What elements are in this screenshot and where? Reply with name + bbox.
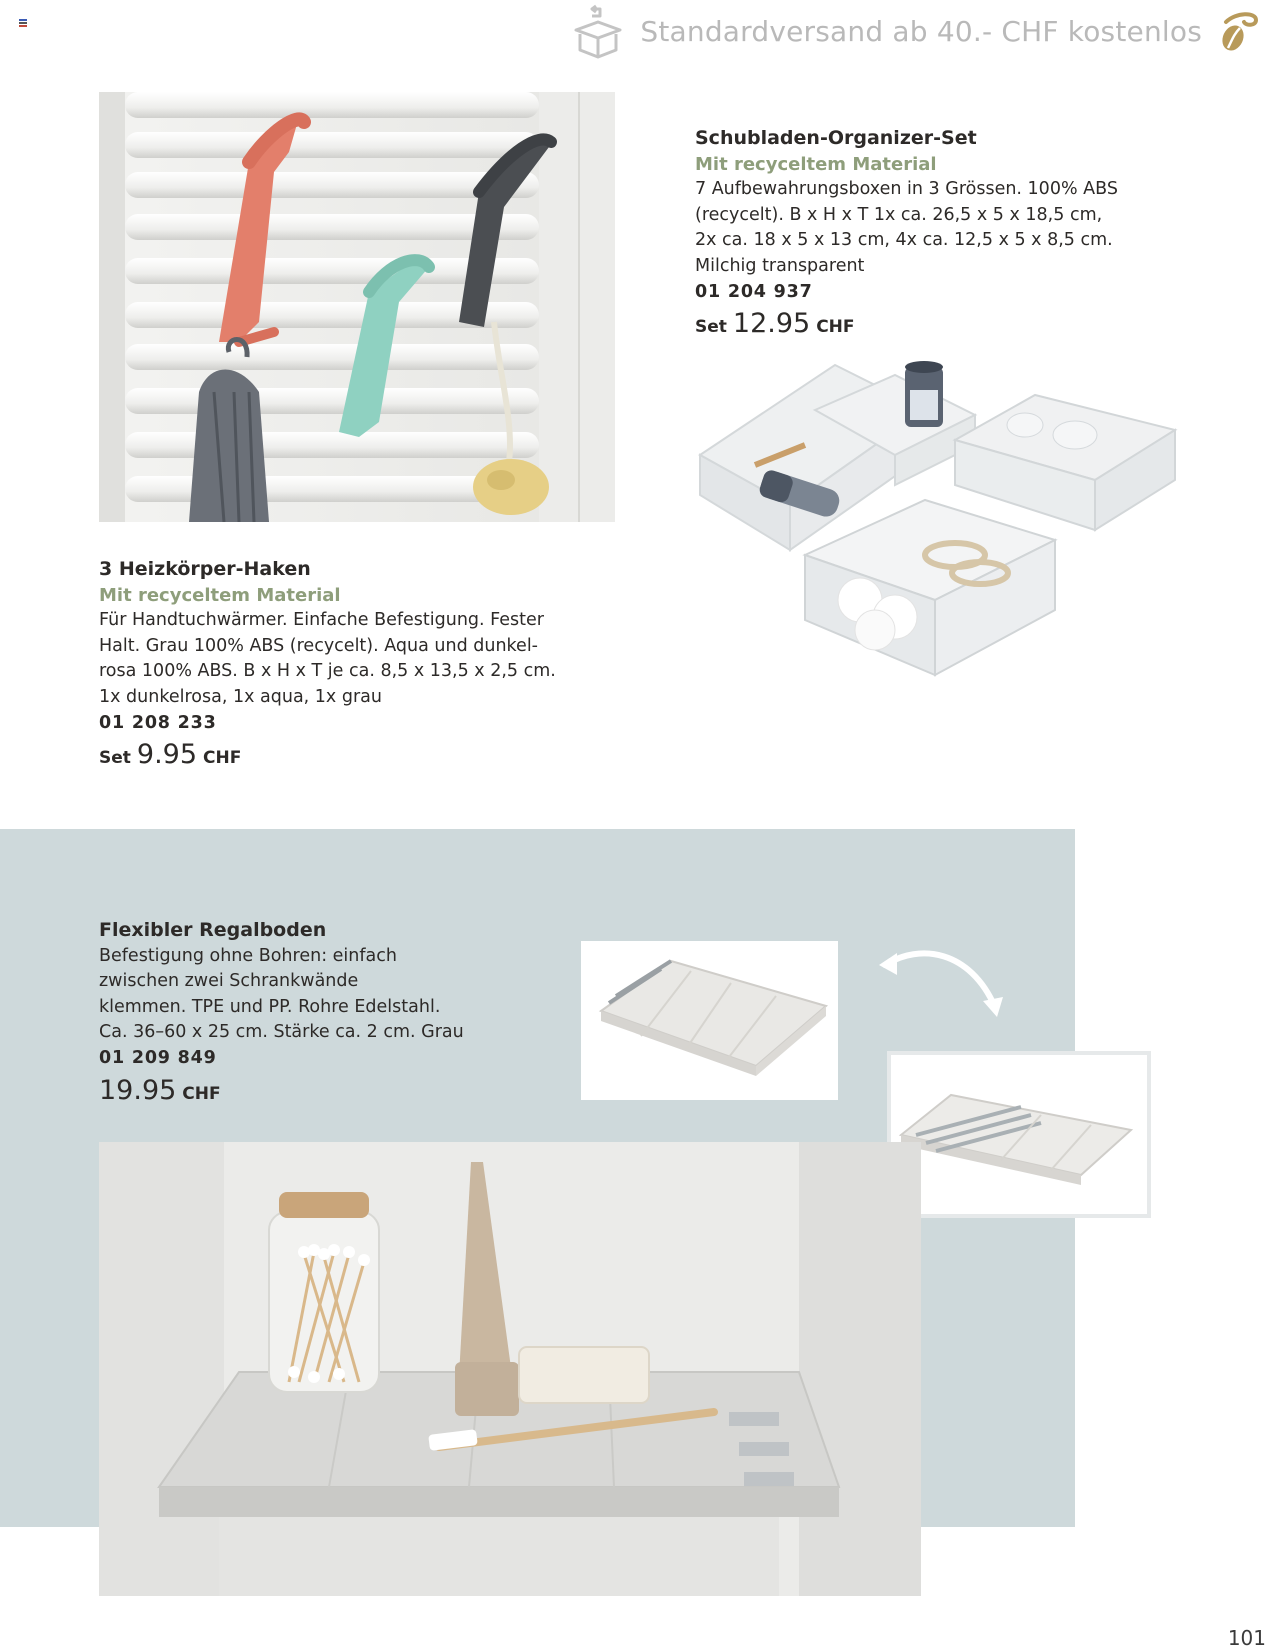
price-prefix: Set bbox=[99, 748, 131, 769]
drawer-organizer-photo bbox=[695, 355, 1185, 730]
price bbox=[99, 1074, 539, 1108]
article-number: 01 209 849 bbox=[99, 1047, 217, 1068]
price-currency: CHF bbox=[182, 1083, 221, 1104]
shelf-extended-photo bbox=[887, 1051, 1151, 1218]
product-subtitle: Mit recyceltem Material bbox=[99, 584, 341, 606]
product-description: 7 Aufbewahrungsboxen in 3 Grössen. 100% ABS (recycelt). B x H x T 1x ca. 26,5 x 5 x 18,5 cm, 2x ca. 18 x 5 x 13 cm, 4x ca. 12,5 x 5 x 8,5 cm. Milchig transparent bbox=[695, 179, 1118, 276]
menu-icon[interactable] bbox=[19, 19, 27, 27]
page-number: 101 bbox=[1227, 1626, 1266, 1650]
product-flexible-shelf bbox=[99, 918, 539, 1107]
product-description: Befestigung ohne Bohren: einfach zwischen zwei Schrankwände klemmen. TPE und PP. Rohre Edelstahl. Ca. 36–60 x 25 cm. Stärke ca. 2 cm. Grau bbox=[99, 945, 464, 1043]
product-name: 3 Heizkörper-Haken bbox=[99, 558, 311, 580]
article-number: 01 208 233 bbox=[99, 712, 217, 733]
shipping-banner bbox=[570, 4, 1260, 59]
product-subtitle: Mit recyceltem Material bbox=[695, 153, 937, 175]
product-organizer bbox=[695, 126, 1175, 341]
price-amount: 9.95 bbox=[136, 739, 198, 771]
price bbox=[695, 308, 1175, 341]
product-name: Flexibler Regalboden bbox=[99, 919, 327, 941]
radiator-hooks-photo bbox=[99, 92, 615, 522]
price-prefix: Set bbox=[695, 317, 727, 338]
price-amount: 19.95 bbox=[99, 1074, 177, 1106]
article-number: 01 204 937 bbox=[695, 281, 813, 302]
price-amount: 12.95 bbox=[732, 308, 811, 340]
product-radiator-hooks bbox=[99, 557, 579, 772]
shelf-collapsed-photo bbox=[581, 941, 838, 1100]
price-currency: CHF bbox=[203, 748, 242, 769]
shipping-text: Standardversand ab 40.- CHF kostenlos bbox=[640, 15, 1202, 48]
shelf-lifestyle-photo bbox=[99, 1142, 921, 1596]
brand-bean-logo bbox=[1216, 8, 1260, 56]
price bbox=[99, 739, 579, 772]
product-description: Für Handtuchwärmer. Einfache Befestigung. Fester Halt. Grau 100% ABS (recycelt). Aqua und dunkel- rosa 100% ABS. B x H x T je ca. 8,5 x 13,5 x 2,5 cm. 1x dunkelrosa, 1x aqua, 1x grau bbox=[99, 610, 556, 707]
shipping-box-icon bbox=[570, 4, 626, 60]
product-name: Schubladen-Organizer-Set bbox=[695, 127, 977, 149]
price-currency: CHF bbox=[816, 317, 855, 338]
curved-arrow-icon bbox=[875, 945, 1005, 1020]
